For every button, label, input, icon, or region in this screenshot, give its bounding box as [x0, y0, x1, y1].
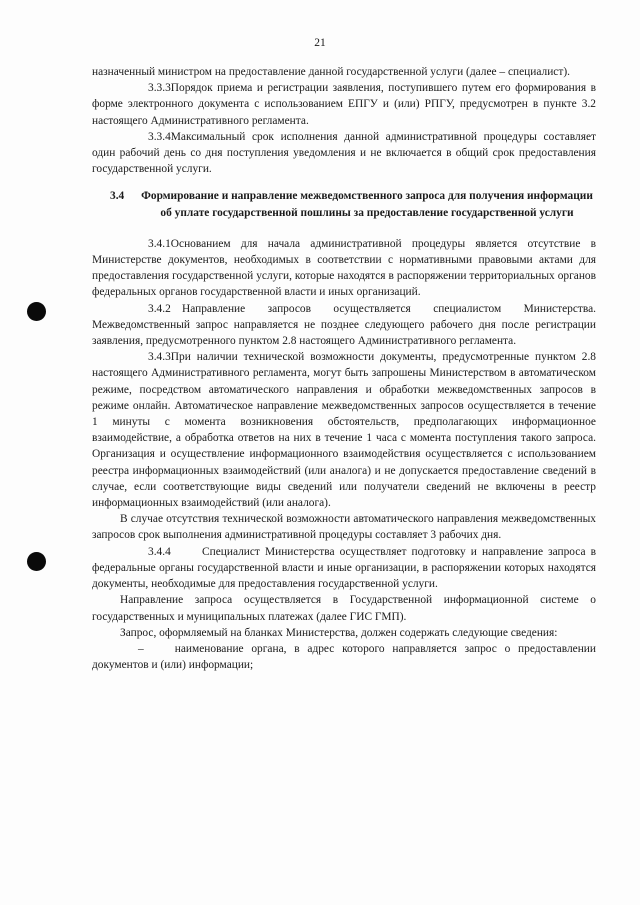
- paragraph-continuation: назначенный министром на предоставление данной государственной услуги (далее – специалист).: [92, 66, 570, 78]
- paragraph-3-4-4-request: Запрос, оформляемый на бланках Министерства, должен содержать следующие сведения:: [120, 626, 558, 639]
- paragraph-3-4-3-cont: В случае отсутствия технической возможности автоматического направления межведомственных запросов срок выполнения административной процедуры составляет 3 рабочих дня.: [92, 513, 596, 542]
- list-item-text: наименование органа, в адрес которого направляется запрос о предоставлении документов и (или) информации;: [92, 642, 596, 672]
- paragraph-3-4-3: [92, 349, 596, 511]
- clause-text: Направление запросов осуществляется специалистом Министерства. Межведомственный запрос направляется не позднее следующего рабочего дня после регистрации заявления, предусмотренного пунктом 2.8 настоящего Административного регламента.: [92, 302, 596, 348]
- paragraph-3-4-1: [92, 236, 596, 301]
- clause-number: 3.4.4: [148, 545, 171, 558]
- list-item: [92, 641, 596, 673]
- clause-number: 3.3.3: [148, 82, 171, 95]
- paragraph-3-4-4: [92, 544, 596, 593]
- clause-text: Специалист Министерства осуществляет подготовку и направление запроса в федеральные органы государственной власти и иные организации, в распоряжении которых находятся документы, необходимые для предоставления государственной услуги.: [92, 545, 596, 591]
- document-body: [92, 64, 596, 673]
- clause-text: Максимальный срок исполнения данной административной процедуры составляет один рабочий день со дня поступления уведомления и не включается в общий срок предоставления государственной услуги.: [92, 130, 596, 176]
- clause-number: 3.4.1: [148, 237, 171, 250]
- section-title: Формирование и направление межведомственного запроса для получения информации об уплате государственной пошлины за предоставление государственной услуги: [141, 190, 593, 219]
- clause-number: 3.4.2: [148, 302, 171, 315]
- paragraph-3-3-4: [92, 129, 596, 178]
- paragraph-3-4-4-gis: Направление запроса осуществляется в Государственной информационной системе о государственных и муниципальных платежах (далее ГИС ГМП).: [92, 594, 596, 623]
- clause-number: 3.3.4: [148, 130, 171, 143]
- punch-hole-top: [27, 302, 46, 321]
- page-number: 21: [314, 37, 326, 49]
- section-number: 3.4: [110, 190, 125, 203]
- clause-text: Порядок приема и регистрации заявления, поступившего путем его формирования в форме электронного документа с использованием ЕПГУ и (или) РПГУ, предусмотрен в пункте 3.2 настоящего Административного регламента.: [92, 82, 596, 127]
- list-dash: –: [138, 642, 144, 655]
- paragraph-3-4-2: [92, 301, 596, 350]
- punch-hole-bottom: [27, 552, 46, 571]
- clause-text: При наличии технической возможности документы, предусмотренные пунктом 2.8 настоящего Административного регламента, могут быть запрошены Министерством в автоматическом режиме, посредством автоматического направления и обработки межведомственных запросов в режиме онлайн. Автоматическое направление межведомственных запросов осуществляется в течение 1 минуты с момента возникновения обстоятельств, предполагающих информационное взаимодействие, а обработка ответов на них в течение 1 часа с момента поступления такого запроса. Организация и осуществление информационного взаимодействия осуществляется с использованием реестра информационных взаимодействий (или аналога) и не допускается предоставление сведений в случае, если соответствующие виды сведений или получатели сведений не включены в реестр информационных взаимодействий (или аналога).: [92, 351, 596, 510]
- section-heading-3-4: [92, 188, 596, 220]
- clause-text: Основанием для начала административной процедуры является отсутствие в Министерстве документов, необходимых в соответствии с нормативными правовыми актами для предоставления государственной услуги, которые находятся в распоряжении территориальных органов федеральных органов государственной власти и иных организаций.: [92, 237, 596, 299]
- paragraph-3-3-3: [92, 80, 596, 129]
- clause-number: 3.4.3: [148, 351, 171, 364]
